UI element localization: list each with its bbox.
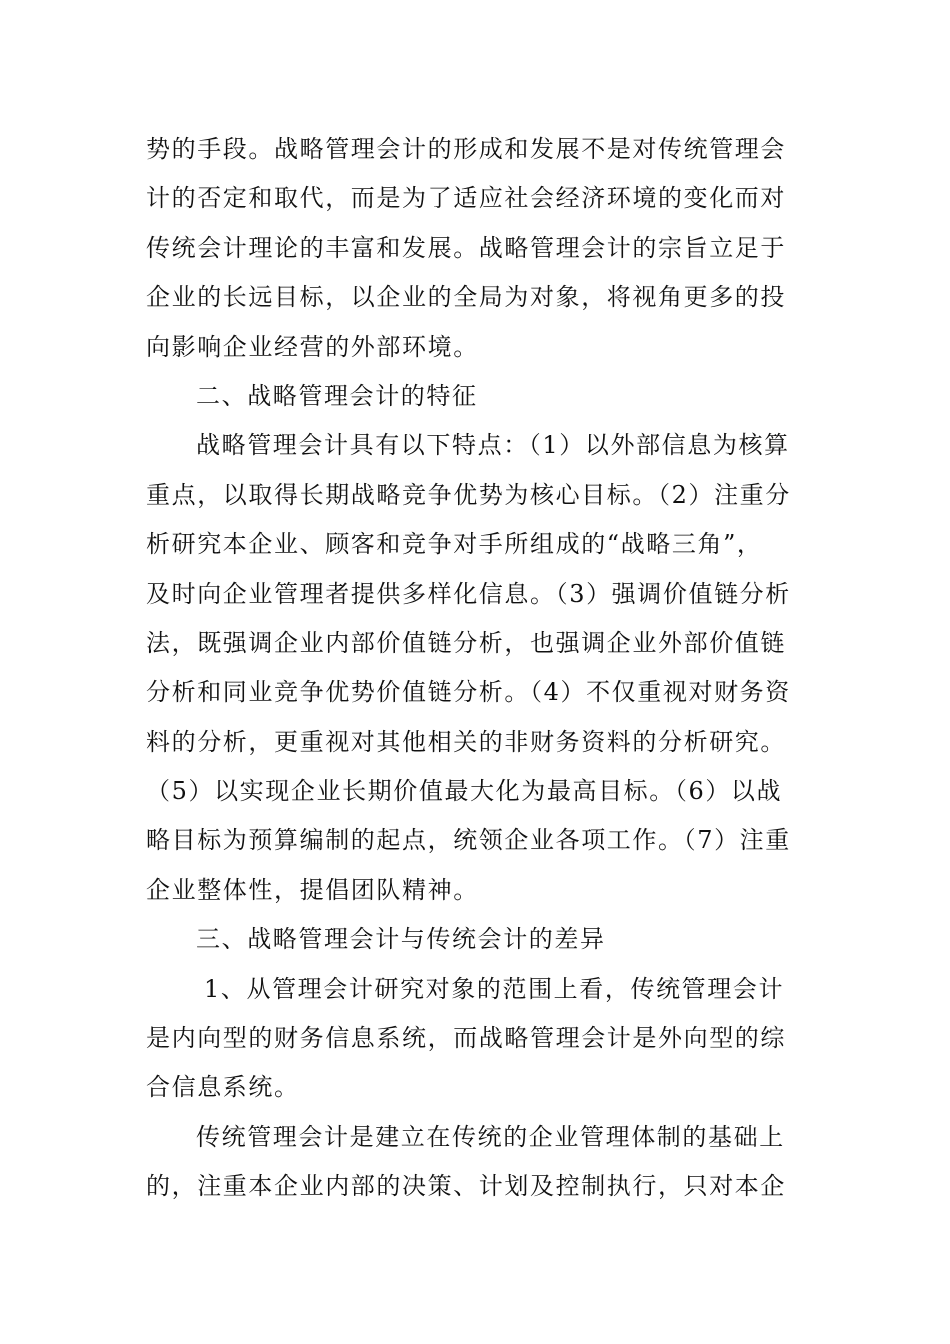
paragraph-line: 合信息系统。 xyxy=(146,1073,300,1102)
paragraph-line: 势的手段。战略管理会计的形成和发展不是对传统管理会 xyxy=(146,135,786,163)
paragraph-line: 传统管理会计是建立在传统的企业管理体制的基础上 xyxy=(196,1122,785,1151)
paragraph-line: 向影响企业经营的外部环境。 xyxy=(146,332,479,361)
paragraph-line: 企业整体性，提倡团队精神。 xyxy=(146,875,479,904)
paragraph-line: 法，既强调企业内部价值链分析，也强调企业外部价值链 xyxy=(146,628,786,657)
paragraph-line: 重点，以取得长期战略竞争优势为核心目标。（2）注重分 xyxy=(146,480,791,509)
paragraph-line: 的，注重本企业内部的决策、计划及控制执行，只对本企 xyxy=(146,1172,786,1201)
paragraph-line: 计的否定和取代，而是为了适应社会经济环境的变化而对 xyxy=(146,184,786,213)
paragraph-line: （5）以实现企业长期价值最大化为最高目标。（6）以战 xyxy=(146,777,783,806)
paragraph-line: 析研究本企业、顾客和竞争对手所组成的“战略三角”， xyxy=(146,530,763,559)
paragraph-line: 及时向企业管理者提供多样化信息。（3）强调价值链分析 xyxy=(146,579,791,608)
paragraph-line: 1、从管理会计研究对象的范围上看，传统管理会计 xyxy=(204,974,785,1003)
paragraph-line: 料的分析，更重视对其他相关的非财务资料的分析研究。 xyxy=(146,727,786,756)
paragraph-line: 是内向型的财务信息系统，而战略管理会计是外向型的综 xyxy=(146,1024,786,1053)
paragraph-line: 传统会计理论的丰富和发展。战略管理会计的宗旨立足于 xyxy=(146,233,786,262)
paragraph-line: 战略管理会计具有以下特点：（1）以外部信息为核算 xyxy=(196,431,790,460)
paragraph-line: 略目标为预算编制的起点，统领企业各项工作。（7）注重 xyxy=(146,826,791,855)
section-heading: 二、战略管理会计的特征 xyxy=(196,381,478,410)
paragraph-line: 企业的长远目标，以企业的全局为对象，将视角更多的投 xyxy=(146,283,786,312)
body-text xyxy=(146,125,806,1212)
section-heading: 三、战略管理会计与传统会计的差异 xyxy=(196,925,606,954)
paragraph-line: 分析和同业竞争优势价值链分析。（4）不仅重视对财务资 xyxy=(146,678,791,707)
